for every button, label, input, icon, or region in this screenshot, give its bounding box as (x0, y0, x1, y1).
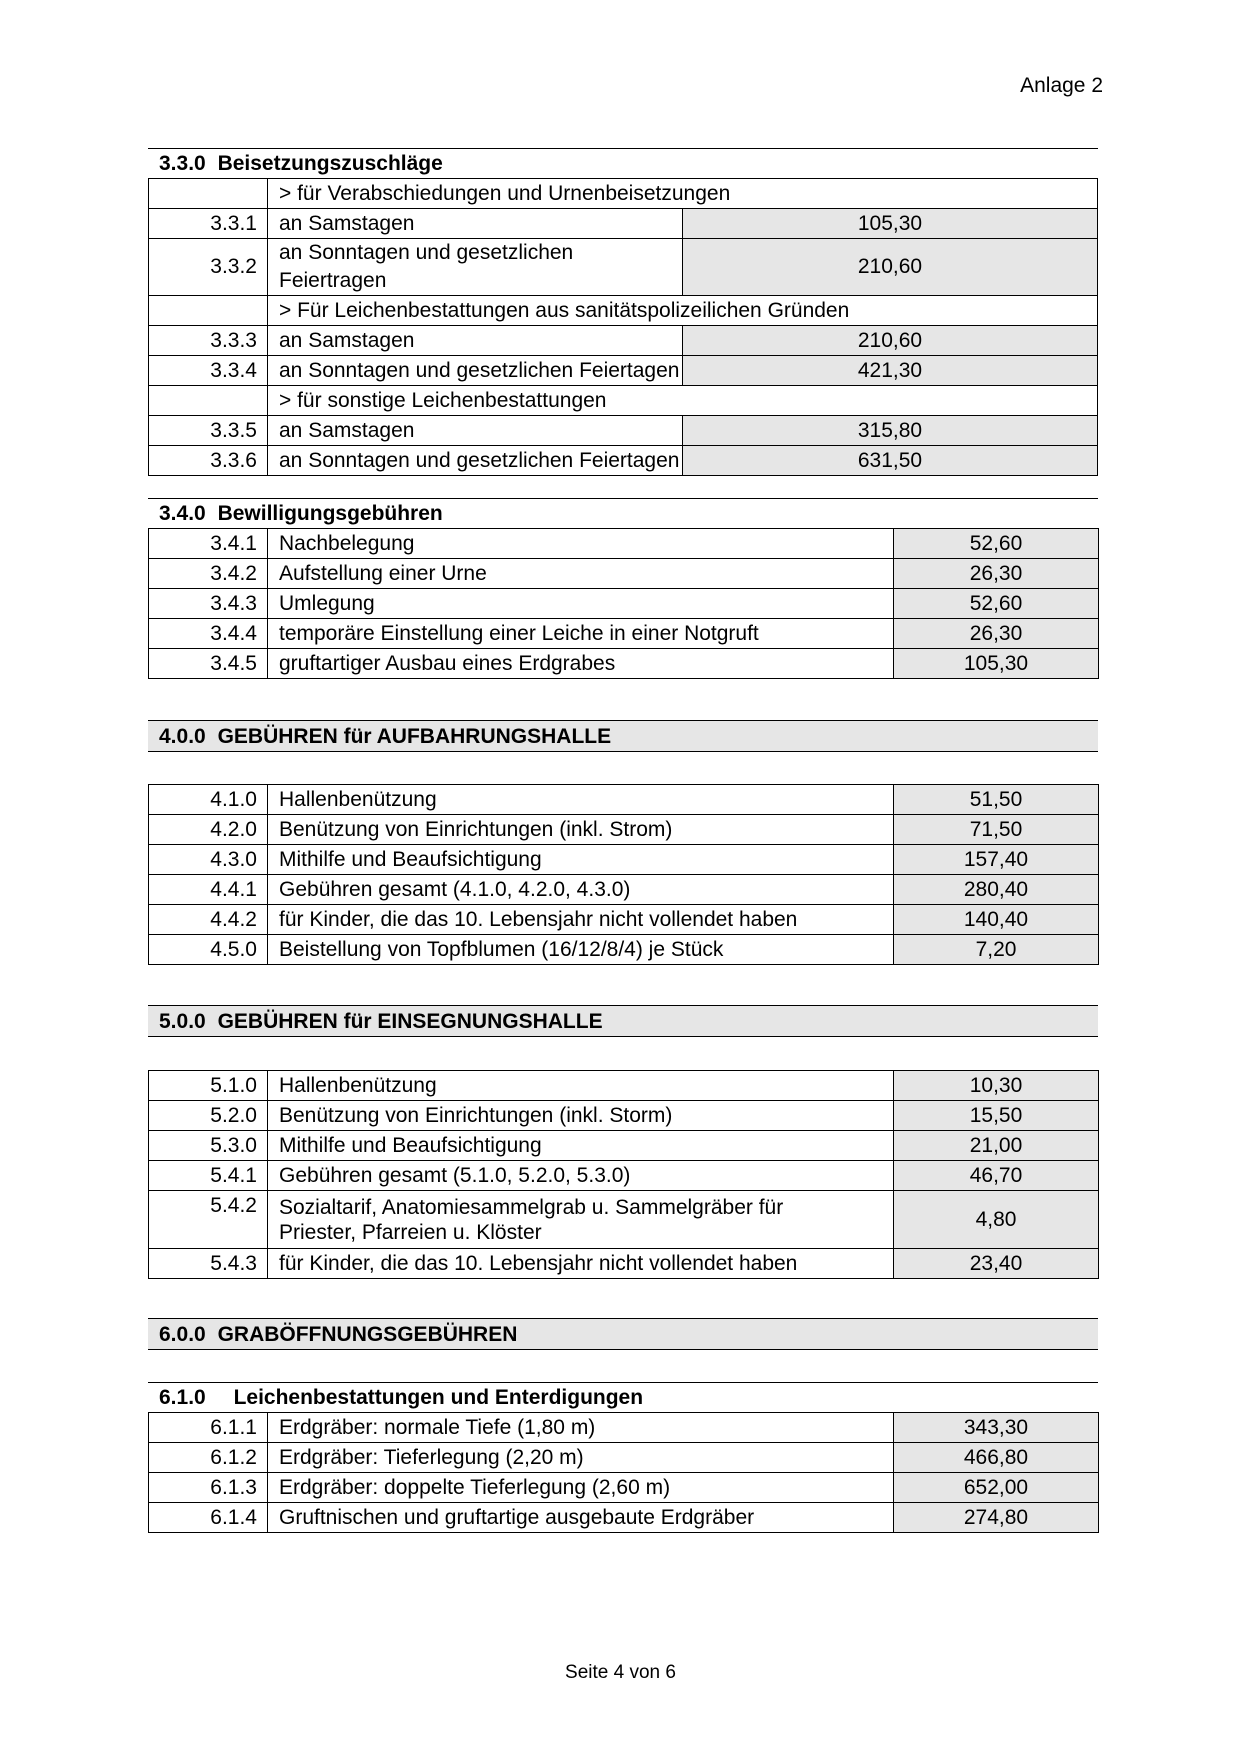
section-code: 3.3.0 (159, 152, 206, 175)
section-heading (148, 148, 1098, 178)
item-description: Mithilfe und Beaufsichtigung (268, 845, 894, 875)
item-number: 3.4.3 (149, 589, 268, 619)
section-title: Leichenbestattungen und Enterdigungen (233, 1386, 644, 1409)
item-number: 3.4.2 (149, 559, 268, 589)
item-number: 5.4.2 (149, 1191, 268, 1249)
item-number: 4.4.1 (149, 875, 268, 905)
item-description-line-2: Priester, Pfarreien u. Klöster (279, 1220, 542, 1244)
item-description: an Sonntagen und gesetzlichen Feiertagen (268, 356, 683, 386)
item-fee: 105,30 (894, 649, 1099, 679)
item-description: Hallenbenützung (268, 785, 894, 815)
item-fee: 210,60 (683, 326, 1098, 356)
item-number: 3.3.5 (149, 416, 268, 446)
item-number: 5.4.3 (149, 1249, 268, 1279)
item-number: 4.4.2 (149, 905, 268, 935)
item-number: 5.3.0 (149, 1131, 268, 1161)
section-title: Bewilligungsgebühren (217, 502, 443, 525)
table-row (149, 905, 1099, 935)
item-fee: 280,40 (894, 875, 1099, 905)
item-description: an Samstagen (268, 416, 683, 446)
table-row (149, 1131, 1099, 1161)
table-row (149, 326, 1098, 356)
section-title: Beisetzungszuschläge (217, 152, 443, 175)
item-fee: 26,30 (894, 559, 1099, 589)
table-row (149, 785, 1099, 815)
table-row (149, 1443, 1099, 1473)
item-number: 4.3.0 (149, 845, 268, 875)
item-number: 5.1.0 (149, 1071, 268, 1101)
item-fee: 315,80 (683, 416, 1098, 446)
item-number: 4.1.0 (149, 785, 268, 815)
item-description: Beistellung von Topfblumen (16/12/8/4) je Stück (268, 935, 894, 965)
table-row (149, 1249, 1099, 1279)
item-description: Gebühren gesamt (5.1.0, 5.2.0, 5.3.0) (268, 1161, 894, 1191)
table-row (149, 1101, 1099, 1131)
item-fee: 51,50 (894, 785, 1099, 815)
table-row (149, 649, 1099, 679)
item-fee: 46,70 (894, 1161, 1099, 1191)
fee-table (148, 1070, 1099, 1279)
section-code: 5.0.0 (159, 1010, 206, 1033)
item-number: 6.1.1 (149, 1413, 268, 1443)
item-fee: 52,60 (894, 529, 1099, 559)
table-row (149, 875, 1099, 905)
item-number: 3.3.1 (149, 209, 268, 239)
item-description: an Sonntagen und gesetzlichen Feiertragen (268, 239, 683, 296)
item-fee: 652,00 (894, 1473, 1099, 1503)
section-3-4-0 (148, 498, 1098, 679)
item-number: 6.1.3 (149, 1473, 268, 1503)
item-description: Gebühren gesamt (4.1.0, 4.2.0, 4.3.0) (268, 875, 894, 905)
section-4-0-0-table (148, 784, 1098, 965)
table-row (149, 935, 1099, 965)
table-row (149, 356, 1098, 386)
table-row (149, 529, 1099, 559)
item-fee: 421,30 (683, 356, 1098, 386)
section-6-0-0 (148, 1318, 1098, 1350)
item-description: an Samstagen (268, 326, 683, 356)
item-description: Benützung von Einrichtungen (inkl. Strom) (268, 815, 894, 845)
attachment-label: Anlage 2 (1020, 74, 1103, 97)
section-title: GEBÜHREN für EINSEGNUNGSHALLE (217, 1010, 603, 1033)
item-fee: 105,30 (683, 209, 1098, 239)
item-description (268, 1191, 894, 1249)
table-row (149, 386, 1098, 416)
table-row (149, 1161, 1099, 1191)
item-number: 3.4.1 (149, 529, 268, 559)
item-number (149, 386, 268, 416)
item-description: für Kinder, die das 10. Lebensjahr nicht vollendet haben (268, 1249, 894, 1279)
item-number: 3.3.2 (149, 239, 268, 296)
item-description-line-1: Sozialtarif, Anatomiesammelgrab u. Sammelgräber für (279, 1195, 784, 1219)
item-number: 3.3.3 (149, 326, 268, 356)
item-fee: 4,80 (894, 1191, 1099, 1249)
table-row (149, 589, 1099, 619)
table-row (149, 296, 1098, 326)
fee-table (148, 1412, 1099, 1533)
item-fee: 71,50 (894, 815, 1099, 845)
table-row (149, 619, 1099, 649)
item-number: 5.4.1 (149, 1161, 268, 1191)
item-fee: 10,30 (894, 1071, 1099, 1101)
subheading: > für Verabschiedungen und Urnenbeisetzungen (268, 179, 1098, 209)
item-fee: 466,80 (894, 1443, 1099, 1473)
item-description: an Samstagen (268, 209, 683, 239)
item-number (149, 179, 268, 209)
item-number: 3.3.4 (149, 356, 268, 386)
item-description: Hallenbenützung (268, 1071, 894, 1101)
item-fee: 15,50 (894, 1101, 1099, 1131)
item-description: für Kinder, die das 10. Lebensjahr nicht vollendet haben (268, 905, 894, 935)
item-description: temporäre Einstellung einer Leiche in einer Notgruft (268, 619, 894, 649)
section-5-0-0 (148, 1005, 1098, 1037)
item-number (149, 296, 268, 326)
section-code: 6.1.0 (159, 1386, 206, 1409)
item-fee: 21,00 (894, 1131, 1099, 1161)
item-fee: 274,80 (894, 1503, 1099, 1533)
table-row (149, 1191, 1099, 1249)
item-description: an Sonntagen und gesetzlichen Feiertagen (268, 446, 683, 476)
item-fee: 343,30 (894, 1413, 1099, 1443)
item-description: Umlegung (268, 589, 894, 619)
item-number: 4.5.0 (149, 935, 268, 965)
item-description: Aufstellung einer Urne (268, 559, 894, 589)
section-heading (148, 1005, 1098, 1037)
item-fee: 23,40 (894, 1249, 1099, 1279)
table-row (149, 1071, 1099, 1101)
item-number: 3.4.4 (149, 619, 268, 649)
item-description: Mithilfe und Beaufsichtigung (268, 1131, 894, 1161)
section-3-3-0 (148, 148, 1098, 476)
table-row (149, 1503, 1099, 1533)
fee-table (148, 178, 1098, 476)
item-description: Gruftnischen und gruftartige ausgebaute Erdgräber (268, 1503, 894, 1533)
page-number: Seite 4 von 6 (565, 1662, 676, 1683)
item-description: gruftartiger Ausbau eines Erdgrabes (268, 649, 894, 679)
table-row (149, 1413, 1099, 1443)
table-row (149, 815, 1099, 845)
item-description: Erdgräber: doppelte Tieferlegung (2,60 m) (268, 1473, 894, 1503)
item-fee: 7,20 (894, 935, 1099, 965)
item-fee: 140,40 (894, 905, 1099, 935)
subheading: > für sonstige Leichenbestattungen (268, 386, 1098, 416)
item-fee: 26,30 (894, 619, 1099, 649)
item-number: 3.4.5 (149, 649, 268, 679)
section-heading (148, 1382, 1098, 1412)
table-row (149, 209, 1098, 239)
section-heading (148, 720, 1098, 752)
item-fee: 631,50 (683, 446, 1098, 476)
item-description: Nachbelegung (268, 529, 894, 559)
fee-table (148, 528, 1099, 679)
item-fee: 210,60 (683, 239, 1098, 296)
table-row (149, 239, 1098, 296)
section-code: 6.0.0 (159, 1323, 206, 1346)
table-row (149, 1473, 1099, 1503)
table-row (149, 416, 1098, 446)
section-5-0-0-table (148, 1070, 1098, 1279)
subheading: > Für Leichenbestattungen aus sanitätspolizeilichen Gründen (268, 296, 1098, 326)
section-heading (148, 498, 1098, 528)
section-title: GRABÖFFNUNGSGEBÜHREN (217, 1323, 518, 1346)
table-row (149, 446, 1098, 476)
section-title: GEBÜHREN für AUFBAHRUNGSHALLE (217, 725, 612, 748)
item-number: 4.2.0 (149, 815, 268, 845)
item-number: 6.1.2 (149, 1443, 268, 1473)
item-description: Benützung von Einrichtungen (inkl. Storm) (268, 1101, 894, 1131)
item-fee: 52,60 (894, 589, 1099, 619)
section-6-1-0 (148, 1382, 1098, 1533)
section-heading (148, 1318, 1098, 1350)
section-4-0-0 (148, 720, 1098, 752)
item-fee: 157,40 (894, 845, 1099, 875)
item-number: 5.2.0 (149, 1101, 268, 1131)
item-number: 6.1.4 (149, 1503, 268, 1533)
item-description: Erdgräber: Tieferlegung (2,20 m) (268, 1443, 894, 1473)
fee-table (148, 784, 1099, 965)
table-row (149, 559, 1099, 589)
section-code: 4.0.0 (159, 725, 206, 748)
table-row (149, 179, 1098, 209)
item-description: Erdgräber: normale Tiefe (1,80 m) (268, 1413, 894, 1443)
section-code: 3.4.0 (159, 502, 206, 525)
item-number: 3.3.6 (149, 446, 268, 476)
table-row (149, 845, 1099, 875)
